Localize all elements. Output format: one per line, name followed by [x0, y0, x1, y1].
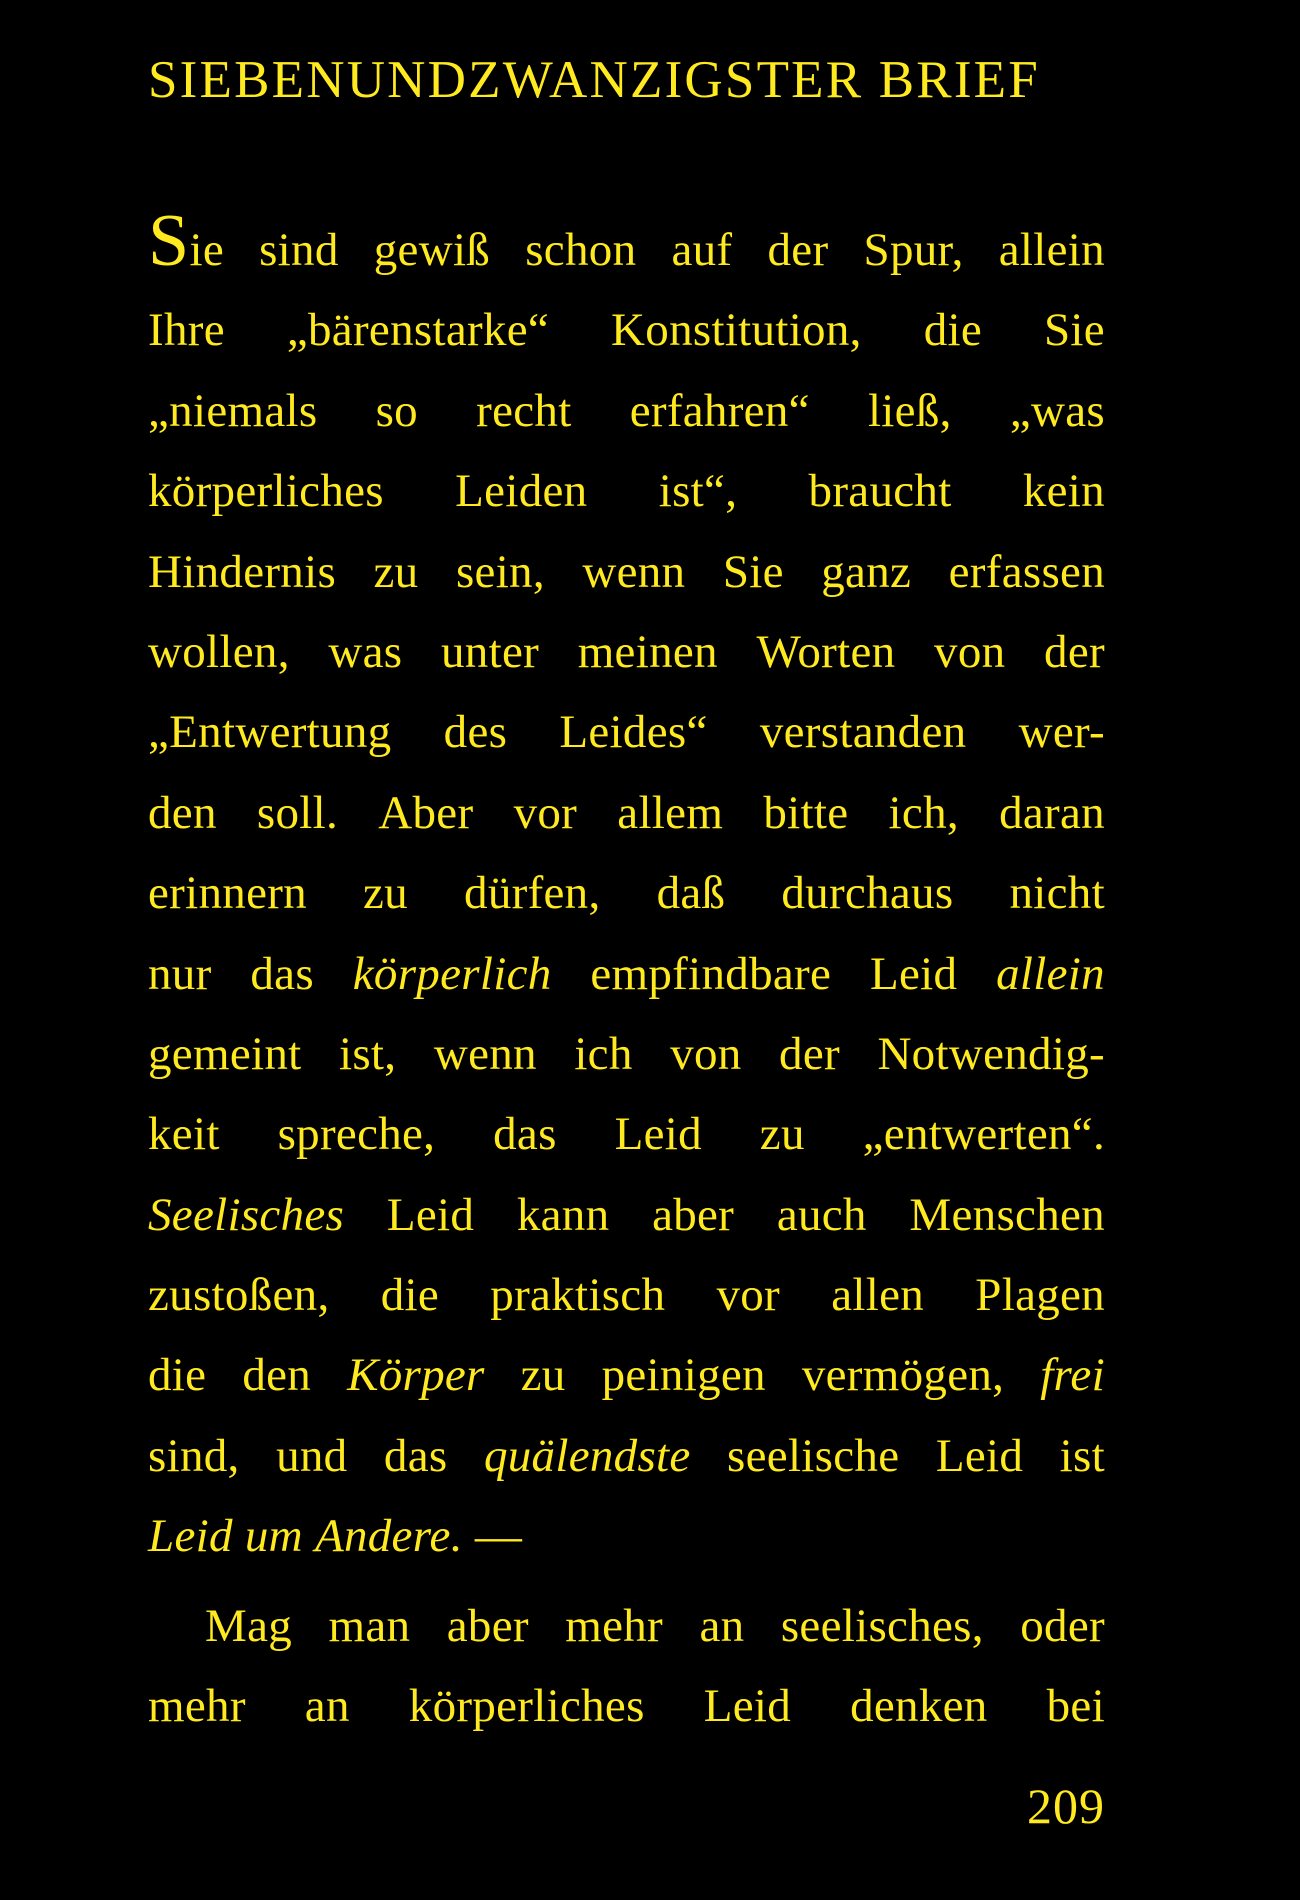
word: wenn — [582, 545, 686, 598]
word: bitte — [763, 786, 849, 839]
word: Leides“ — [559, 706, 708, 759]
word: aber — [446, 1599, 529, 1652]
word: ist, — [338, 1027, 397, 1080]
word: der — [1044, 625, 1105, 678]
word: Plagen — [975, 1269, 1105, 1322]
text-line — [148, 1416, 1105, 1496]
word: peinigen — [601, 1349, 766, 1402]
word: zu — [363, 867, 408, 920]
word: „was — [1009, 384, 1105, 437]
word: wenn — [433, 1027, 537, 1080]
word: an — [304, 1680, 350, 1733]
word: gemeint — [148, 1027, 302, 1080]
word: so — [375, 384, 418, 437]
word: soll. — [256, 786, 339, 839]
word: gewiß — [373, 224, 491, 276]
word: wollen, — [148, 625, 290, 678]
word: daß — [656, 867, 726, 920]
word: die — [923, 304, 983, 357]
text-line — [148, 1666, 1105, 1746]
word: Leid — [703, 1680, 792, 1733]
word: „Entwertung — [148, 706, 392, 759]
word: an — [699, 1599, 745, 1652]
word: des — [443, 706, 508, 759]
word: bei — [1046, 1680, 1105, 1733]
word: Sie — [1043, 304, 1105, 357]
word: wer- — [1018, 706, 1105, 759]
italic-word: Leid — [148, 1510, 233, 1563]
word: allein — [998, 224, 1105, 276]
word: Mag — [205, 1599, 293, 1652]
text-line — [148, 532, 1105, 612]
text-line — [148, 1014, 1105, 1094]
word: ist — [1059, 1429, 1105, 1482]
word: zustoßen, — [148, 1269, 330, 1322]
italic-word: allein — [996, 947, 1105, 1000]
word: Leid — [935, 1429, 1024, 1482]
word: „bärenstarke“ — [286, 304, 550, 357]
word: seelisches, — [780, 1599, 984, 1652]
word: den — [148, 786, 217, 839]
text-line — [148, 200, 1105, 290]
word: ganz — [821, 545, 912, 598]
text-line — [148, 853, 1105, 933]
word: das — [493, 1108, 557, 1161]
word: mehr — [565, 1599, 664, 1652]
word: Worten — [756, 625, 896, 678]
page-number: 209 — [1027, 1778, 1105, 1834]
word: aber — [652, 1188, 735, 1241]
word: Leiden — [455, 465, 588, 518]
word: Konstitution, — [611, 304, 862, 357]
word: ich — [574, 1027, 633, 1080]
word: körperliches — [148, 465, 384, 518]
word: Leid — [614, 1108, 702, 1161]
word: mehr — [148, 1680, 246, 1733]
word: zu — [520, 1349, 566, 1402]
drop-cap: S — [148, 200, 190, 282]
word: was — [328, 625, 403, 678]
italic-word: Körper — [347, 1349, 485, 1402]
word: nicht — [1009, 867, 1105, 920]
word: ie — [189, 224, 224, 276]
word: oder — [1020, 1599, 1105, 1652]
text-line — [148, 1094, 1105, 1174]
word: denken — [850, 1680, 988, 1733]
word: Spur, — [863, 224, 964, 276]
word: Ihre — [148, 304, 225, 357]
word: ich, — [888, 786, 959, 839]
word: die — [148, 1349, 207, 1402]
word: erfahren“ — [629, 384, 810, 437]
word: spreche, — [277, 1108, 436, 1161]
word: vermögen, — [801, 1349, 1005, 1402]
word: daran — [999, 786, 1105, 839]
word: man — [328, 1599, 411, 1652]
word: sind, — [148, 1429, 240, 1482]
word: „entwerten“. — [862, 1108, 1105, 1161]
italic-word: Seelisches — [148, 1188, 345, 1241]
word: kein — [1022, 465, 1105, 518]
word: unter — [441, 625, 540, 678]
word: vor — [513, 786, 578, 839]
word: sind — [259, 224, 339, 276]
word: seelische — [727, 1429, 900, 1482]
word: praktisch — [490, 1269, 666, 1322]
text-line — [148, 290, 1105, 370]
word: das — [383, 1429, 448, 1482]
text-line — [148, 1255, 1105, 1335]
first-word — [148, 200, 224, 290]
text-line — [148, 1586, 1105, 1666]
text-line — [148, 692, 1105, 772]
italic-word: körperlich — [352, 947, 552, 1000]
word: zu — [759, 1108, 805, 1161]
word: kann — [516, 1188, 610, 1241]
word: auch — [776, 1188, 867, 1241]
italic-word: um — [244, 1510, 303, 1563]
text-line — [148, 451, 1105, 531]
word: allen — [831, 1269, 925, 1322]
word: auf — [671, 224, 733, 276]
word: Sie — [722, 545, 784, 598]
word: verstanden — [759, 706, 967, 759]
text-line — [148, 1496, 1105, 1576]
word: recht — [476, 384, 572, 437]
word: die — [380, 1269, 440, 1322]
body-text — [148, 200, 1105, 1746]
word: keit — [148, 1108, 220, 1161]
word: Leid — [869, 947, 958, 1000]
word: durchaus — [781, 867, 954, 920]
word: erinnern — [148, 867, 307, 920]
word: zu — [373, 545, 419, 598]
word: ließ, — [867, 384, 952, 437]
text-line — [148, 934, 1105, 1014]
word: ist“, — [658, 465, 738, 518]
word: von — [934, 625, 1006, 678]
chapter-heading: SIEBENUNDZWANZIGSTER BRIEF — [148, 51, 1040, 109]
word: Aber — [378, 786, 474, 839]
text-line — [148, 371, 1105, 451]
text-line — [148, 612, 1105, 692]
italic-word: Andere. — [314, 1510, 463, 1563]
word: meinen — [577, 625, 718, 678]
word: allem — [617, 786, 724, 839]
word: nur — [148, 947, 212, 1000]
text-line — [148, 1175, 1105, 1255]
word: schon — [525, 224, 637, 276]
word: und — [276, 1429, 348, 1482]
word: Leid — [386, 1188, 475, 1241]
word: vor — [716, 1269, 781, 1322]
word: dürfen, — [464, 867, 601, 920]
text-line — [148, 773, 1105, 853]
word: — — [474, 1510, 523, 1563]
word: der — [779, 1027, 840, 1080]
text-line — [148, 1335, 1105, 1415]
word: erfassen — [948, 545, 1105, 598]
word: „niemals — [148, 384, 318, 437]
word: den — [242, 1349, 312, 1402]
word: sein, — [455, 545, 545, 598]
word: Hindernis — [148, 545, 337, 598]
word: empfindbare — [590, 947, 832, 1000]
word: der — [767, 224, 829, 276]
word: braucht — [808, 465, 952, 518]
word: Menschen — [909, 1188, 1105, 1241]
word: das — [250, 947, 314, 1000]
word: Notwendig- — [877, 1027, 1105, 1080]
word: körperliches — [408, 1680, 645, 1733]
italic-word: frei — [1040, 1349, 1105, 1402]
word: von — [670, 1027, 742, 1080]
italic-word: quälendste — [483, 1429, 691, 1482]
